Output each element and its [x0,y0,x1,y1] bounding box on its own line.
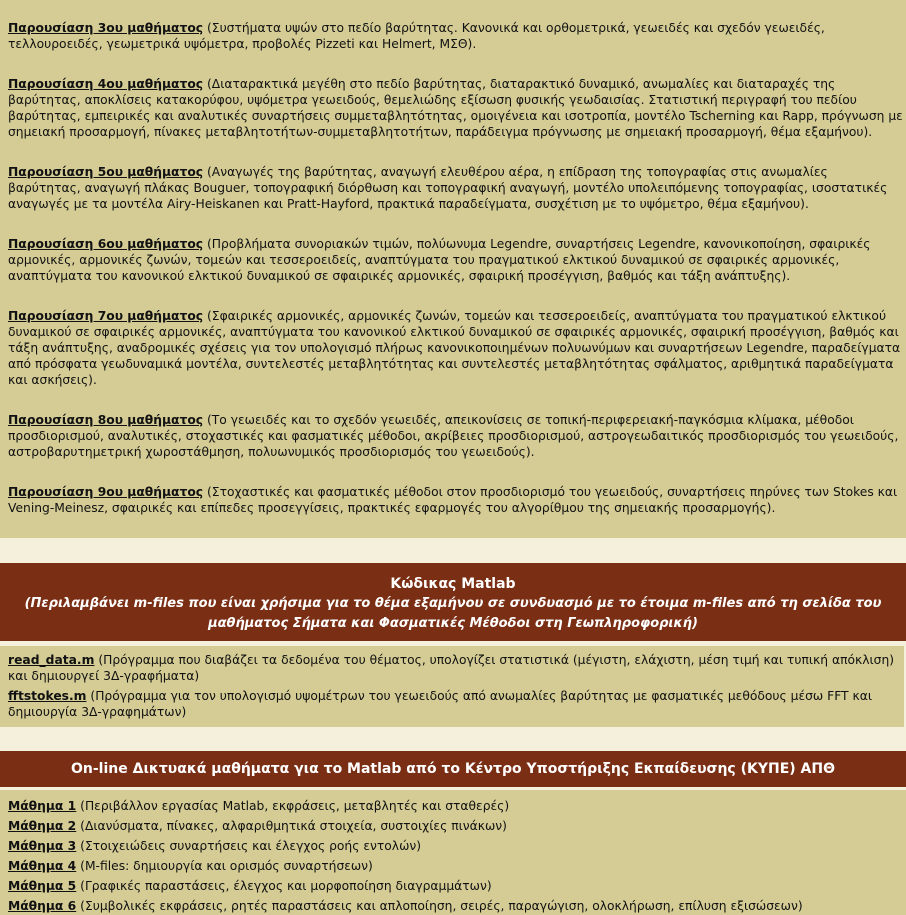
read-data-link[interactable]: read_data.m [8,653,95,667]
matlab-section-title: Κώδικας Matlab [390,576,516,592]
fftstokes-link[interactable]: fftstokes.m [8,689,87,703]
lecture-3-link[interactable]: Παρουσίαση 3ου μαθήματος [8,21,204,35]
lesson-2-link[interactable]: Μάθημα 2 [8,819,77,833]
kype-lessons-panel [0,790,906,915]
lesson-5-link[interactable]: Μάθημα 5 [8,879,77,893]
fftstokes-desc: (Πρόγραμμα για τον υπολογισμό υψομέτρων του γεωειδούς από ανωμαλίες βαρύτητας με φασματικές μεθόδους μέσω FFT και δημιουργία 3Δ-γραφημάτων) [8,689,872,719]
lecture-3-desc: (Συστήματα υψών στο πεδίο βαρύτητας. Κανονικά και ορθομετρικά, γεωειδές και σχεδόν γεωειδές, τελλουροειδές, γεωμετρικά υψόμετρα, προβολές Pizzeti και Helmert, ΜΣΘ). [8,21,825,51]
kype-section-header: On-line Δικτυακά μαθήματα για το Matlab από το Κέντρο Υποστήριξης Εκπαίδευσης (ΚΥΠΕ) ΑΠΘ [0,751,906,787]
lecture-6-desc: (Προβλήματα συνοριακών τιμών, πολύωνυμα Legendre, συναρτήσεις Legendre, κανονικοποίηση, σφαιρικές αρμονικές, αρμονικές ζωνών, τομεών και τεσσεροειδείς, αναπτύγματα του πραγματικού ελκτικού δυναμικού σε σφαιρικές αρμονικές, αναπτύγματα του κανονικού ελκτικού δυναμικού σε σφαιρικές αρμονικές, σφαιρική προσέγγιση, βαθμός και τάξη ανάπτυξης). [8,237,871,283]
lecture-9-desc: (Στοχαστικές και φασματικές μέθοδοι στον προσδιορισμό του γεωειδούς, συναρτήσεις πηρύνες των Stokes και Vening-Meinesz, σφαιρικές και επίπεδες προσεγγίσεις, πρακτικές εφαρμογές του αλγορίθμου της σημειακής προσαρμογής). [8,485,898,515]
lesson-1 [8,796,906,816]
lecture-8 [8,412,906,460]
lecture-8-link[interactable]: Παρουσίαση 8ου μαθήματος [8,413,204,427]
lesson-6-link[interactable]: Μάθημα 6 [8,899,77,913]
lesson-4 [8,856,906,876]
lesson-1-link[interactable]: Μάθημα 1 [8,799,77,813]
lesson-4-desc: (M-files: δημιουργία και ορισμός συναρτήσεων) [76,859,373,873]
lesson-1-desc: (Περιβάλλον εργασίας Matlab, εκφράσεις, μεταβλητές και σταθερές) [76,799,510,813]
lesson-6 [8,896,906,915]
lesson-5-desc: (Γραφικές παραστάσεις, έλεγχος και μορφοποίηση διαγραμμάτων) [76,879,492,893]
lesson-2-desc: (Διανύσματα, πίνακες, αλφαριθμητικά στοιχεία, συστοιχίες πινάκων) [76,819,507,833]
lesson-5 [8,876,906,896]
lecture-6-link[interactable]: Παρουσίαση 6ου μαθήματος [8,237,204,251]
lecture-5-link[interactable]: Παρουσίαση 5ου μαθήματος [8,165,204,179]
lesson-3-link[interactable]: Μάθημα 3 [8,839,77,853]
matlab-files-panel [0,646,904,727]
matlab-section-header [0,563,906,641]
lecture-3 [8,20,906,52]
lecture-9 [8,484,906,516]
lecture-4-desc: (Διαταρακτικά μεγέθη στο πεδίο βαρύτητας, διαταρακτικό δυναμικό, ανωμαλίες και διαταραχές της βαρύτητας, αποκλίσεις κατακορύφου, υψόμετρα γεωειδούς, θεμελιώδης εξίσωση φυσικής γεωδαισίας. Στατιστική περιγραφή του πεδίου βαρύτητας, εμπειρικές και αναλυτικές συναρτήσεις συμμεταβλητότητας, ομοιγένεια και ισοτροπία, μοντέλο Tscherning και Rapp, πρόγνωση με σημειακή προσαρμογή, πίνακες μεταβλητοτήτων-συμμεταβλητοτήτων, παράδειγμα πρόγνωσης με σημειακή προσαρμογή, θέμα εξαμήνου). [8,77,903,139]
matlab-section-subtitle: (Περιλαμβάνει m-files που είναι χρήσιμα για το θέμα εξαμήνου σε συνδυασμό με το έτοιμα m-files από τη σελίδα του μαθήματος Σήματα και Φασματικές Μέθοδοι στη Γεωπληροφορική) [24,596,882,631]
matlab-file-item [8,688,904,720]
read-data-desc: (Πρόγραμμα που διαβάζει τα δεδομένα του θέματος, υπολογίζει στατιστικά (μέγιστη, ελάχιστη, μέση τιμή και τυπική απόκλιση) και δημιουργεί 3Δ-γραφήματα) [8,653,895,683]
lecture-4 [8,76,906,140]
lesson-3 [8,836,906,856]
lecture-7 [8,308,906,388]
lecture-5 [8,164,906,212]
matlab-file-item [8,652,904,684]
lesson-2 [8,816,906,836]
lecture-9-link[interactable]: Παρουσίαση 9ου μαθήματος [8,485,204,499]
lecture-8-desc: (Το γεωειδές και το σχεδόν γεωειδές, απεικονίσεις σε τοπική-περιφερειακή-παγκόσμια κλίμακα, μέθοδοι προσδιορισμού, αναλυτικές, στοχαστικές και φασματικές μέθοδοι, ακρίβειες προσδιορισμού, αστρογεωδαιτικός προσδιορισμός του γεωειδούς, αστροβαρυτημετρική χωροστάθμηση, πολυωνυμικός προσδιορισμός του γεωειδούς). [8,413,899,459]
lecture-6 [8,236,906,284]
lecture-7-link[interactable]: Παρουσίαση 7ου μαθήματος [8,309,204,323]
lesson-3-desc: (Στοιχειώδεις συναρτήσεις και έλεγχος ροής εντολών) [76,839,422,853]
lecture-7-desc: (Σφαιρικές αρμονικές, αρμονικές ζωνών, τομεών και τεσσεροειδείς, αναπτύγματα του πραγματικού ελκτικού δυναμικού σε σφαιρικές αρμονικές, αναπτύγματα του κανονικού ελκτικού δυναμικού σε σφαιρικές αρμονικές, σφαιρική προσέγγιση, βαθμός και τάξη ανάπτυξης, αναδρομικές σχέσεις για τον υπολογισμό πλήρως κανονικοποιημένων πολυωνύμων και συναρτήσεων Legendre, παραδείγματα από πρόσφατα γεωδυναμικά μοντέλα, συντελεστές μεταβλητότητας και συντελεστές μεταβλητότητας σφάλματος, αριθμητικά παραδείγματα και ασκήσεις). [8,309,901,387]
lesson-6-desc: (Συμβολικές εκφράσεις, ρητές παραστάσεις και απλοποίηση, σειρές, παραγώγιση, ολοκλήρωση, επίλυση εξισώσεων) [76,899,803,913]
lesson-4-link[interactable]: Μάθημα 4 [8,859,77,873]
lecture-4-link[interactable]: Παρουσίαση 4ου μαθήματος [8,77,204,91]
lecture-5-desc: (Αναγωγές της βαρύτητας, αναγωγή ελευθέρου αέρα, η επίδραση της τοπογραφίας στις ανωμαλίες βαρύτητας, αναγωγή πλάκας Bouguer, τοπογραφική διόρθωση και τοπογραφική αναγωγή, μοντέλο υπολειπόμενης τοπογραφίας, ισοστατικές αναγωγές με τα μοντέλα Airy-Heiskanen και Pratt-Hayford, πρακτικά παραδείγματα, συσχέτιση με το υψόμετρο, θέμα εξαμήνου). [8,165,888,211]
